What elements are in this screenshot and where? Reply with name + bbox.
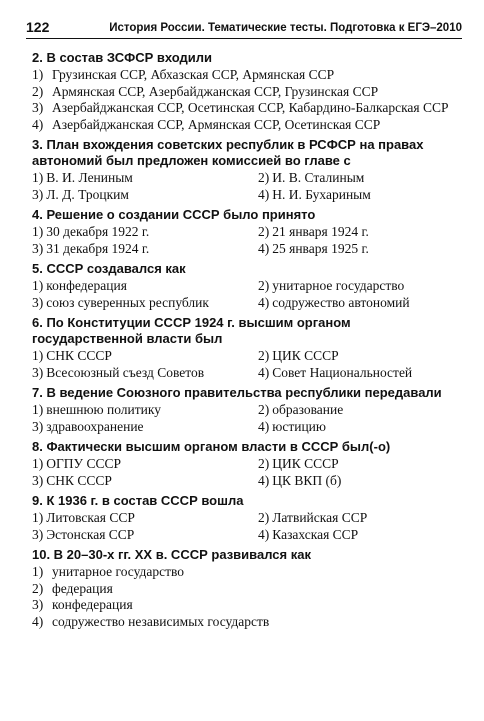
question-title: 2. В состав ЗСФСР входили <box>32 50 213 65</box>
options-grid <box>32 348 462 381</box>
question-8 <box>32 439 462 489</box>
option-number: 4) <box>258 526 270 542</box>
option-text: И. В. Сталиным <box>272 170 365 185</box>
answer-option <box>258 402 462 419</box>
option-text: унитарное государство <box>52 564 185 579</box>
answer-option <box>32 473 258 490</box>
answer-option <box>32 348 258 365</box>
answer-option <box>32 581 462 598</box>
option-number: 3) <box>32 364 44 380</box>
option-text: СНК СССР <box>46 472 112 488</box>
option-text: Эстонская ССР <box>46 526 135 542</box>
answer-option <box>258 456 462 473</box>
question-title: 10. В 20–30-х гг. XX в. СССР развивался как <box>32 547 311 562</box>
answer-option <box>32 402 258 419</box>
option-text: здравоохранение <box>46 418 144 434</box>
option-text: ЦИК СССР <box>272 456 339 471</box>
option-number: 2) <box>258 224 270 239</box>
answer-option <box>32 84 462 101</box>
question-title: 3. План вхождения советских республик в РСФСР на правах автономий был предложен комиссией во главе с <box>32 137 424 168</box>
option-text: 25 января 1925 г. <box>272 240 369 256</box>
option-text: Л. Д. Троцким <box>46 186 129 202</box>
option-number: 2) <box>258 170 270 185</box>
answer-option <box>32 597 462 614</box>
question-title: 7. В ведение Союзного правительства республики передавали <box>32 385 442 400</box>
option-number: 1) <box>32 224 44 239</box>
question-title: 5. СССР создавался как <box>32 261 186 276</box>
option-text: ЦИК СССР <box>272 348 339 363</box>
option-number: 4) <box>258 240 270 256</box>
option-number: 1) <box>32 510 44 525</box>
question-title: 9. К 1936 г. в состав СССР вошла <box>32 493 244 508</box>
option-number: 1) <box>32 456 44 471</box>
option-text: Азербайджанская ССР, Осетинская ССР, Кабардино-Балкарская ССР <box>52 100 449 115</box>
answer-option <box>258 510 462 527</box>
option-number: 4) <box>32 613 44 629</box>
answer-option <box>32 100 462 117</box>
question-9 <box>32 493 462 543</box>
option-number: 3) <box>32 240 44 256</box>
answer-option <box>32 241 258 258</box>
option-number: 1) <box>32 348 44 363</box>
answer-option <box>258 473 462 490</box>
options-grid <box>32 278 462 311</box>
option-number: 1) <box>32 402 44 417</box>
option-text: федерация <box>52 580 113 596</box>
option-text: союз суверенных республик <box>46 294 209 310</box>
option-number: 3) <box>32 597 44 612</box>
answer-option <box>258 278 462 295</box>
options-grid <box>32 456 462 489</box>
option-text: Н. И. Бухариным <box>272 186 371 202</box>
question-10 <box>32 547 462 630</box>
answer-option <box>258 527 462 544</box>
option-text: образование <box>272 402 344 417</box>
answer-option <box>258 187 462 204</box>
answer-option <box>32 278 258 295</box>
option-number: 3) <box>32 100 44 115</box>
option-number: 4) <box>258 418 270 434</box>
option-text: Азербайджанская ССР, Армянская ССР, Осетинская ССР <box>52 116 381 132</box>
option-number: 3) <box>32 294 44 310</box>
option-number: 4) <box>258 472 270 488</box>
answer-option <box>32 295 258 312</box>
answer-option <box>32 117 462 134</box>
option-number: 2) <box>258 348 270 363</box>
option-number: 2) <box>32 83 44 99</box>
option-number: 4) <box>32 116 44 132</box>
option-number: 4) <box>258 294 270 310</box>
option-text: содружество независимых государств <box>52 613 270 629</box>
option-number: 2) <box>258 402 270 417</box>
page-number: 122 <box>26 19 50 35</box>
option-number: 3) <box>32 418 44 434</box>
option-text: Совет Национальностей <box>272 364 413 380</box>
answer-option <box>32 170 258 187</box>
answer-option <box>258 295 462 312</box>
running-title: История России. Тематические тесты. Подготовка к ЕГЭ–2010 <box>109 22 462 34</box>
question-3 <box>32 137 462 203</box>
option-text: юстицию <box>272 418 326 434</box>
answer-option <box>258 365 462 382</box>
answer-option <box>32 614 462 631</box>
answer-option <box>32 564 462 581</box>
option-text: Всесоюзный съезд Советов <box>46 364 205 380</box>
option-text: ОГПУ СССР <box>46 456 122 471</box>
answer-option <box>258 224 462 241</box>
option-text: В. И. Лениным <box>46 170 133 185</box>
answer-option <box>258 348 462 365</box>
option-text: конфедерация <box>46 278 127 293</box>
option-number: 4) <box>258 186 270 202</box>
option-text: внешнюю политику <box>46 402 162 417</box>
option-text: Армянская ССР, Азербайджанская ССР, Грузинская ССР <box>52 83 379 99</box>
answer-option <box>32 187 258 204</box>
option-text: Грузинская ССР, Абхазская ССР, Армянская ССР <box>52 67 335 82</box>
answer-option <box>32 510 258 527</box>
answer-option <box>32 224 258 241</box>
answer-option <box>258 419 462 436</box>
option-number: 2) <box>32 580 44 596</box>
options-grid <box>32 402 462 435</box>
option-text: Литовская ССР <box>46 510 135 525</box>
question-title: 8. Фактически высшим органом власти в СССР был(-о) <box>32 439 391 454</box>
option-text: ЦК ВКП (б) <box>272 472 342 488</box>
option-text: содружество автономий <box>272 294 410 310</box>
option-text: Латвийская ССР <box>272 510 368 525</box>
option-number: 1) <box>32 278 44 293</box>
page-header <box>26 16 462 39</box>
question-4 <box>32 207 462 257</box>
answer-option <box>32 67 462 84</box>
option-number: 1) <box>32 67 44 82</box>
option-text: 21 января 1924 г. <box>272 224 369 239</box>
options-grid <box>32 170 462 203</box>
answer-option <box>32 456 258 473</box>
option-number: 3) <box>32 526 44 542</box>
question-2 <box>32 50 462 133</box>
option-text: СНК СССР <box>46 348 112 363</box>
questions-list <box>32 50 462 634</box>
option-number: 3) <box>32 186 44 202</box>
option-number: 1) <box>32 564 44 579</box>
answer-option <box>258 241 462 258</box>
option-text: 30 декабря 1922 г. <box>46 224 150 239</box>
option-text: конфедерация <box>52 597 133 612</box>
options-grid <box>32 510 462 543</box>
question-title: 4. Решение о создании СССР было принято <box>32 207 316 222</box>
option-number: 4) <box>258 364 270 380</box>
answer-option <box>32 419 258 436</box>
option-text: 31 декабря 1924 г. <box>46 240 150 256</box>
question-5 <box>32 261 462 311</box>
option-number: 1) <box>32 170 44 185</box>
question-7 <box>32 385 462 435</box>
option-number: 2) <box>258 510 270 525</box>
answer-option <box>32 365 258 382</box>
question-6 <box>32 315 462 381</box>
option-text: унитарное государство <box>272 278 405 293</box>
option-number: 2) <box>258 278 270 293</box>
option-text: Казахская ССР <box>272 526 359 542</box>
option-number: 3) <box>32 472 44 488</box>
answer-option <box>258 170 462 187</box>
option-number: 2) <box>258 456 270 471</box>
question-title: 6. По Конституции СССР 1924 г. высшим органом государственной власти был <box>32 315 351 346</box>
answer-option <box>32 527 258 544</box>
options-grid <box>32 224 462 257</box>
